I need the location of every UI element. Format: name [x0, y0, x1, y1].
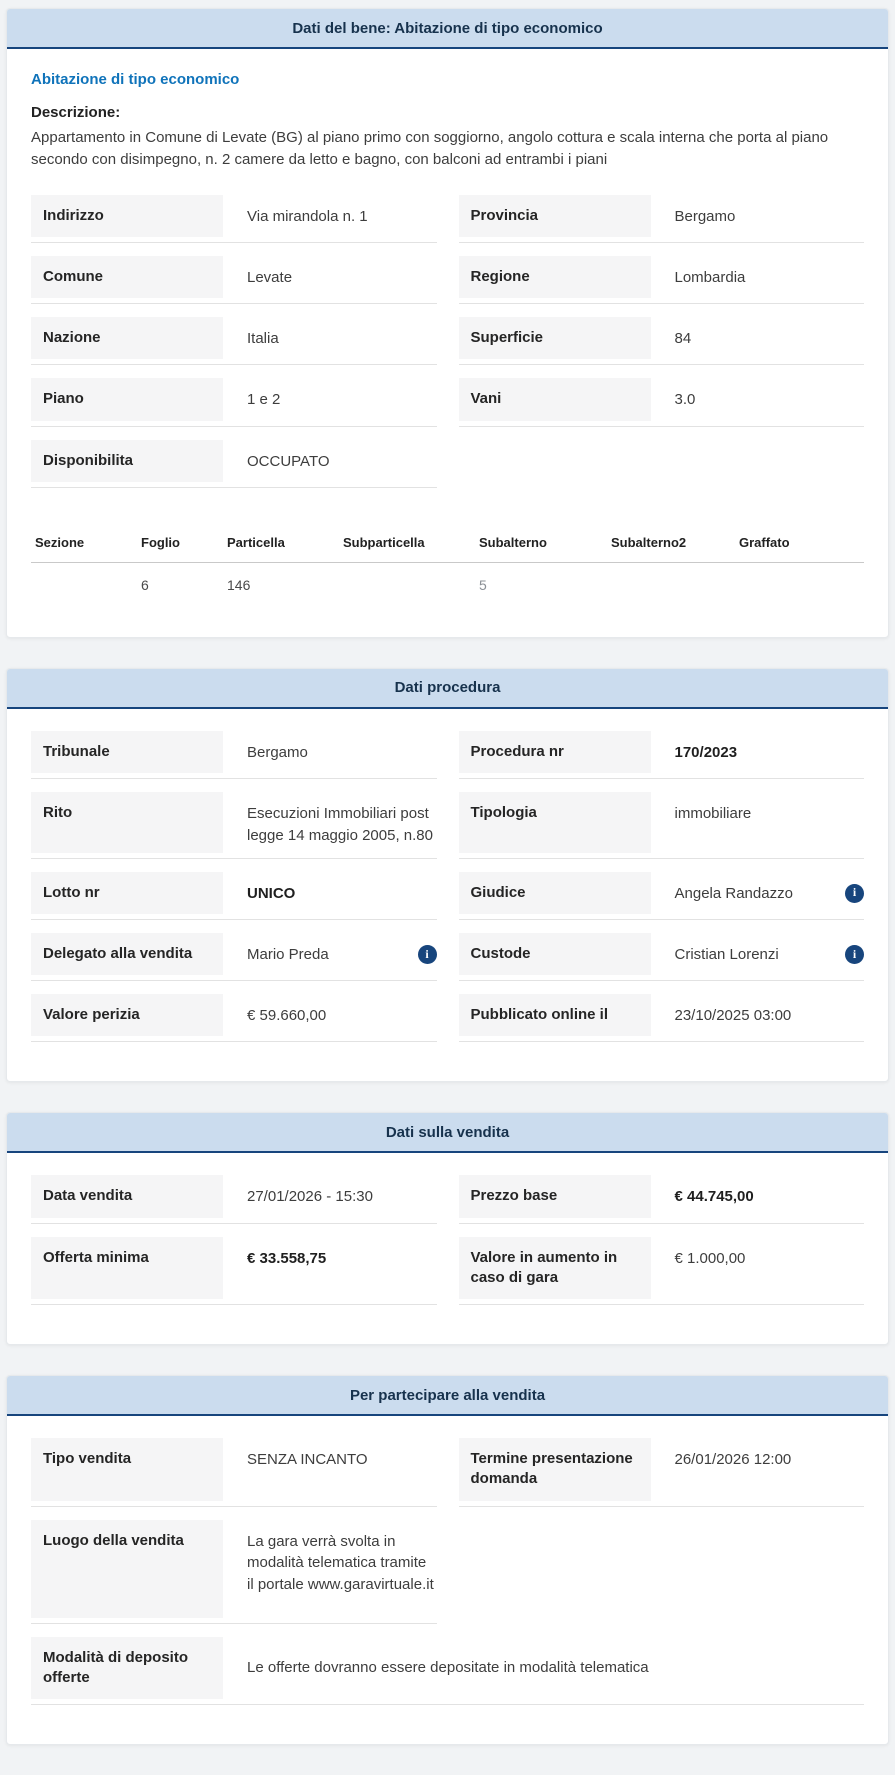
panel-title: Dati procedura — [394, 679, 501, 697]
field-delegato — [31, 933, 437, 981]
panel-dati-vendita-body — [7, 1153, 888, 1344]
field-value: OCCUPATO — [247, 452, 330, 470]
field-data-vendita — [31, 1175, 437, 1223]
panel-title: Dati sulla vendita — [385, 1123, 510, 1141]
panel-dati-procedura — [6, 668, 889, 1083]
field-label: Lotto nr — [31, 872, 223, 914]
catasto-table — [31, 527, 864, 611]
catasto-data-row — [31, 562, 864, 611]
field-value: Italia — [247, 330, 279, 347]
description-label: Descrizione: — [31, 104, 121, 121]
field-label: Pubblicato online il — [459, 994, 651, 1036]
field-tipo-vendita — [31, 1438, 437, 1507]
catasto-header-subparticella: Subparticella — [339, 527, 475, 563]
field-value: 1 e 2 — [247, 391, 281, 409]
catasto-cell-particella: 146 — [227, 576, 251, 593]
field-value: Le offerte dovranno essere depositate in modalità telematica — [247, 1658, 649, 1676]
catasto-header-graffato: Graffato — [735, 527, 864, 563]
field-disponibilita — [31, 440, 437, 488]
field-label: Luogo della vendita — [31, 1520, 223, 1618]
field-value: Via mirandola n. 1 — [247, 207, 368, 225]
field-value: immobiliare — [674, 805, 752, 822]
field-label: Prezzo base — [459, 1175, 651, 1217]
field-prezzo-base — [459, 1175, 865, 1223]
field-value: Bergamo — [247, 743, 308, 761]
field-value: Esecuzioni Immobiliari post legge 14 maggio 2005, n.80 — [247, 805, 433, 844]
catasto-header-subalterno: Subalterno — [475, 527, 607, 563]
catasto-header-particella: Particella — [223, 527, 339, 563]
field-value: € 1.000,00 — [674, 1249, 746, 1267]
field-value: 23/10/2025 03:00 — [674, 1007, 792, 1024]
field-label: Rito — [31, 792, 223, 853]
panel-partecipare — [6, 1375, 889, 1745]
description-text: Appartamento in Comune di Levate (BG) al piano primo con soggiorno, angolo cottura e scala interna che porta al piano secondo con disimpegno, n. 2 camere da letto e bagno, con balconi ad entrambi i piani — [31, 129, 829, 168]
field-piano — [31, 378, 437, 426]
field-label: Giudice — [459, 872, 651, 914]
field-value: Levate — [247, 268, 293, 286]
field-label: Modalità di deposito offerte — [31, 1637, 223, 1700]
field-lotto-nr — [31, 872, 437, 920]
info-icon[interactable]: i — [845, 945, 864, 964]
field-giudice — [459, 872, 865, 920]
info-icon[interactable]: i — [845, 884, 864, 903]
catasto-header-subalterno2: Subalterno2 — [607, 527, 735, 563]
field-label: Delegato alla vendita — [31, 933, 223, 975]
field-value: SENZA INCANTO — [247, 1451, 368, 1468]
field-comune — [31, 256, 437, 304]
panel-dati-vendita-header — [7, 1113, 888, 1153]
field-label: Tipo vendita — [31, 1438, 223, 1501]
catasto-cell-subalterno2 — [607, 562, 735, 611]
field-value: Angela Randazzo — [674, 884, 793, 902]
field-indirizzo — [31, 195, 437, 243]
vendita-fields-grid — [31, 1175, 864, 1318]
field-label: Valore in aumento in caso di gara — [459, 1237, 651, 1300]
field-label: Nazione — [31, 317, 223, 359]
field-valore-perizia — [31, 994, 437, 1042]
field-label: Offerta minima — [31, 1237, 223, 1300]
field-label: Tribunale — [31, 731, 223, 773]
field-label: Termine presentazione domanda — [459, 1438, 651, 1501]
procedura-fields-grid — [31, 731, 864, 1056]
field-tribunale — [31, 731, 437, 779]
field-procedura-nr — [459, 731, 865, 779]
field-label: Piano — [31, 378, 223, 420]
field-termine-presentazione — [459, 1438, 865, 1507]
field-value: € 33.558,75 — [247, 1249, 327, 1267]
field-value: 3.0 — [674, 391, 696, 409]
panel-dati-del-bene-header — [7, 9, 888, 49]
panel-partecipare-body — [7, 1416, 888, 1744]
field-offerta-minima — [31, 1237, 437, 1306]
field-value: Bergamo — [674, 207, 736, 225]
field-custode — [459, 933, 865, 981]
field-value: € 59.660,00 — [247, 1007, 327, 1024]
field-provincia — [459, 195, 865, 243]
field-superficie — [459, 317, 865, 365]
catasto-header-foglio: Foglio — [137, 527, 223, 563]
info-icon[interactable]: i — [418, 945, 437, 964]
field-value: 26/01/2026 12:00 — [674, 1451, 792, 1468]
panel-dati-vendita — [6, 1112, 889, 1345]
bene-fields-grid — [31, 195, 864, 501]
field-label: Valore perizia — [31, 994, 223, 1036]
field-tipologia — [459, 792, 865, 859]
panel-dati-procedura-body — [7, 709, 888, 1082]
field-valore-aumento — [459, 1237, 865, 1306]
field-pubblicato-online — [459, 994, 865, 1042]
catasto-cell-subparticella — [339, 562, 475, 611]
field-label: Data vendita — [31, 1175, 223, 1217]
partecipare-fields-grid — [31, 1438, 864, 1718]
field-nazione — [31, 317, 437, 365]
field-label: Superficie — [459, 317, 651, 359]
field-value: Cristian Lorenzi — [674, 945, 779, 963]
field-vani — [459, 378, 865, 426]
catasto-cell-sezione — [31, 562, 137, 611]
field-label: Tipologia — [459, 792, 651, 853]
field-value: 84 — [674, 330, 692, 347]
field-label: Disponibilita — [31, 440, 223, 482]
panel-title: Dati del bene: Abitazione di tipo economico — [292, 19, 603, 37]
field-value: € 44.745,00 — [674, 1188, 754, 1206]
catasto-cell-subalterno: 5 — [479, 576, 487, 593]
field-value: La gara verrà svolta in modalità telematica tramite il portale www.garavirtuale.it — [247, 1532, 434, 1593]
field-modalita-deposito — [31, 1637, 864, 1706]
catasto-cell-foglio: 6 — [141, 576, 149, 593]
field-luogo-vendita — [31, 1520, 437, 1624]
field-label: Procedura nr — [459, 731, 651, 773]
field-value: UNICO — [247, 884, 296, 902]
catasto-header-sezione: Sezione — [31, 527, 137, 563]
field-value: 27/01/2026 - 15:30 — [247, 1188, 373, 1206]
field-value: 170/2023 — [674, 743, 738, 761]
field-label: Comune — [31, 256, 223, 298]
field-label: Custode — [459, 933, 651, 975]
panel-title: Per partecipare alla vendita — [349, 1386, 546, 1404]
field-value: Mario Preda — [247, 945, 329, 963]
catasto-header-row — [31, 527, 864, 563]
field-label: Indirizzo — [31, 195, 223, 237]
catasto-cell-graffato — [735, 562, 864, 611]
field-empty-slot — [459, 1520, 865, 1624]
field-label: Regione — [459, 256, 651, 298]
field-regione — [459, 256, 865, 304]
field-value: Lombardia — [674, 268, 746, 286]
panel-dati-procedura-header — [7, 669, 888, 709]
field-label: Provincia — [459, 195, 651, 237]
panel-dati-del-bene-body — [7, 49, 888, 637]
field-rito — [31, 792, 437, 859]
panel-dati-del-bene — [6, 8, 889, 638]
panel-partecipare-header — [7, 1376, 888, 1416]
field-label: Vani — [459, 378, 651, 420]
bene-type-link[interactable]: Abitazione di tipo economico — [31, 71, 240, 88]
